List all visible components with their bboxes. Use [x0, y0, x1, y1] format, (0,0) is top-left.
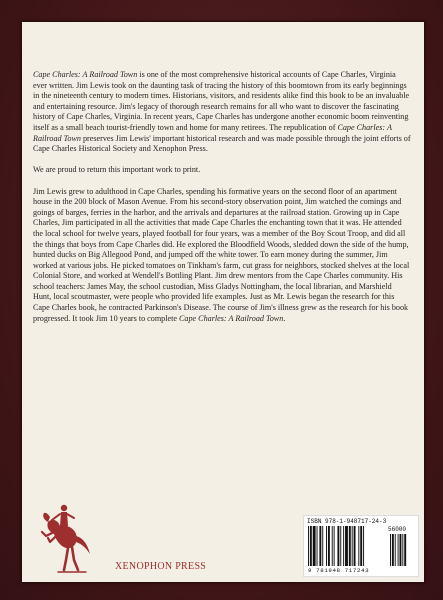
barcode [303, 515, 419, 577]
isbn-text: ISBN 978-1-948717-24-3 [307, 518, 387, 525]
barcode-bars [308, 526, 414, 566]
paragraph-author: Jim Lewis grew to adulthood in Cape Charles, spending his formative years on the second floor of an apartment house in the 200 block of Mason Avenue. From his second-story observation point, Jim watched the comings and goings of barges, ferries in the harbor, and the arrivals and departures at the railroad station. Growing up in Cape Charles, Jim participated in all the activities that made Cape Charles the enchanting town that it was. He attended the local school for twelve years, played football for four years, was a member of the Boy Scout Troop, and did all the things that boys from Cape Charles did. He explored the Bloodfield Woods, sledded down the side of the hump, hunted ducks on Big Allegood Pond, and jumped off the white tower. To earn money during the summer, Jim worked at various jobs. He picked tomatoes on Tinkham's farm, cut grass for neighbors, stocked shelves at the local Colonial Store, and worked at Wendell's Bottling Plant. Jim drew mentors from the Cape Charles community. His school teachers: James May, the school custodian, Miss Gladys Nottingham, the local librarian, and Marshield Hunt, local scoutmaster, were people who provided life examples. Just as Mr. Lewis began the research for this Cape Charles book, he contracted Parkinson's Disease. The course of Jim's illness grew as the research for his book progressed. It took Jim 10 years to complete Cape Charles: A Railroad Town. [33, 186, 410, 323]
paragraph-proud: We are proud to return this important work to print. [33, 165, 201, 175]
text-panel [21, 21, 425, 583]
book-title: Cape Charles: A Railroad Town [33, 70, 138, 79]
book-title: Cape Charles: A Railroad Town [33, 122, 392, 143]
barcode-number: 9 781948 717243 [308, 567, 370, 574]
book-title: Cape Charles: A Railroad Town [179, 313, 284, 323]
cover-text [33, 70, 411, 335]
paragraph-intro: Cape Charles: A Railroad Town is one of the most comprehensive historical accounts of Cape Charles, Virginia ever written. Jim Lewis took on the daunting task of tracing the history of this boomtown from its early beginnings in the nineteenth century to modern times. Historians, visitors, and residents alike find this book to be an invaluable and entertaining resource. Jim's legacy of thorough research remains for all who want to discover the fascinating history of Cape Charles, Virginia. In recent years, Cape Charles has undergone another economic boom reinventing itself as a small beach tourist-friendly town and home for many retirees. The republication of Cape Charles: A Railroad Town preserves Jim Lewis' important historical research and was made possible through the joint efforts of Cape Charles Historical Society and Xenophon Press. [33, 70, 411, 154]
price-code: 56000 [388, 526, 407, 533]
publisher-name: XENOPHON PRESS [115, 561, 207, 572]
rider-on-horse-logo [30, 500, 100, 576]
